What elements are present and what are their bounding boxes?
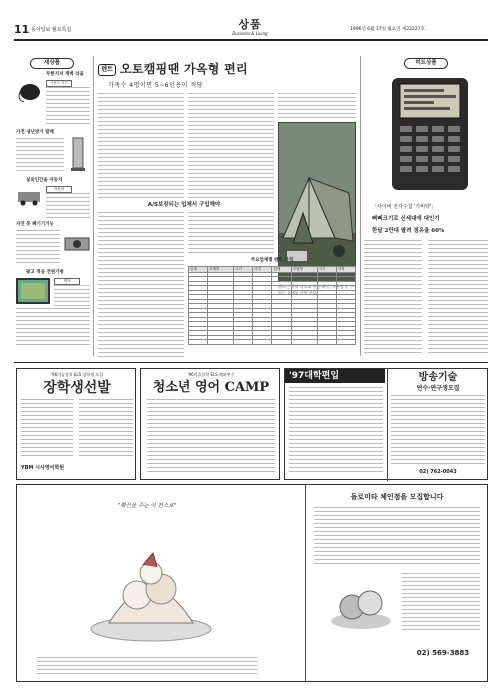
right-column-title: 히트상품 [404, 58, 448, 69]
ice-cream-image [81, 525, 221, 645]
item-body [16, 308, 90, 348]
item-body [16, 138, 64, 174]
ad-body [289, 387, 383, 475]
hit-caption-2: 삐삐크기로 신세대에 대인기 [372, 216, 440, 222]
ad-right-panel [305, 485, 487, 681]
ad-footer: YBM 시사영어학원 [21, 465, 65, 471]
item-name: 광고 적응 전원가방 [26, 270, 64, 275]
article-subhead: 가족수 4명이면 5∼6인용이 적당 [108, 82, 203, 89]
hit-caption-3: 한달 2만대 팔려 점유율 60% [372, 228, 445, 234]
section-title: 상품 [238, 18, 262, 31]
camera-product-image [64, 234, 90, 252]
table-header-cell: 가격 [253, 267, 272, 273]
ad-topline: '96미술장학 ELS 해외연수 [187, 372, 235, 377]
price-table-title: 주요업체별 텐트 가격 [250, 258, 294, 263]
price-table-grid [188, 266, 356, 345]
item-name: 무한지저 게벽 라웁 [46, 72, 84, 77]
new-product-item [16, 270, 90, 350]
item-name: 실외인간을 자동차 [26, 178, 63, 183]
new-product-item [16, 222, 90, 268]
table-header-cell: 모델명 [208, 267, 234, 273]
left-column-title: 새상품 [30, 58, 74, 69]
ad-title: '97대학편입 [289, 371, 340, 381]
ad-body [79, 399, 133, 459]
ad-divider [387, 369, 388, 481]
ad-title: 청소년 영어 CAMP [152, 380, 270, 395]
ad-slogan: "확신을 주는 이 전스로" [117, 503, 177, 509]
column-divider [360, 56, 361, 356]
ad-body [37, 657, 257, 677]
ad-subtitle-2: 연수·연구생모집 [416, 385, 460, 392]
mouse-product-image [16, 78, 42, 104]
ad-transfer-broadcast [284, 368, 488, 480]
ad-topline: '96미술장학 ELS 장학생 모집 [50, 372, 104, 377]
ad-subtitle: 방송기술 [418, 372, 458, 383]
article-body [188, 93, 274, 198]
right-column [364, 58, 488, 358]
article-headline: 오토캠핑땐 가옥형 편리 [120, 62, 248, 76]
ad-dolomiti [16, 484, 488, 682]
item-body [54, 285, 90, 307]
article-body [364, 240, 422, 356]
table-header-cell: 업체 [272, 267, 291, 273]
ad-body [391, 395, 485, 465]
article-tag: 텐트 [98, 64, 116, 76]
table-header-cell: 모델명 [291, 267, 317, 273]
section-subtitle: Business & Living [232, 31, 268, 36]
ad-body [402, 573, 480, 633]
new-product-item [16, 178, 90, 220]
article-body [98, 93, 184, 198]
column-divider [93, 56, 94, 356]
car-product-image [16, 186, 42, 206]
left-column [16, 58, 90, 358]
photo-caption: 텐트는 바닥 강도와 통풍 확인, 사용할 준 수 있는 집테를 사야 한다. [278, 284, 354, 295]
ad-scholarship [16, 368, 136, 480]
new-product-item [16, 130, 90, 176]
ad-body [147, 399, 275, 473]
table-header-cell: 업체 [189, 267, 208, 273]
page-number: 11 [14, 23, 30, 36]
date-line: 1996년 6월 17일 월요일 제23227호 [350, 27, 425, 32]
item-name: 가전 냉난방기 발매 [16, 130, 54, 135]
price-table [188, 258, 356, 358]
dessert-image [326, 573, 396, 633]
item-tag: 사운드 카드 [46, 80, 72, 87]
ad-english-camp [140, 368, 280, 480]
article-body [98, 212, 184, 360]
section-rule [14, 362, 488, 363]
ad-phone: 02) 762-0043 [419, 469, 457, 475]
paper-name: 동아일보 월요특집 [31, 27, 72, 33]
hit-caption-1: 「사이버 전자수첩 '가비텍'」 [372, 204, 437, 210]
page-header [14, 18, 488, 38]
main-article [98, 56, 356, 360]
frame-product-image [16, 278, 50, 304]
item-body [46, 193, 90, 219]
heater-product-image [68, 136, 88, 172]
item-tag: 자동차 [46, 186, 72, 193]
header-rule [14, 39, 488, 41]
article-body [188, 212, 274, 256]
ad-headline: 돌로미타 체인점을 모집합니다 [350, 493, 444, 501]
article-body [278, 93, 356, 121]
electronic-organizer-image [372, 74, 484, 198]
ad-title: 장학생선발 [43, 380, 111, 396]
table-row [189, 340, 356, 345]
item-body [16, 230, 60, 264]
ad-body [314, 507, 480, 567]
mid-heading: A/S보장되는 업체서 구입해야 [147, 202, 221, 208]
ad-body [21, 399, 73, 459]
item-body [46, 87, 90, 127]
article-body [428, 240, 488, 356]
table-header-cell: 크기 [234, 267, 253, 273]
new-product-item [16, 72, 90, 130]
item-tag: 액자 [54, 278, 80, 285]
item-name: 자연 풍 폐기기기능 [16, 222, 54, 227]
table-header-cell: 크기 [317, 267, 336, 273]
ad-phone: 02) 569-3883 [416, 649, 470, 657]
table-header-cell: 가격 [336, 267, 355, 273]
